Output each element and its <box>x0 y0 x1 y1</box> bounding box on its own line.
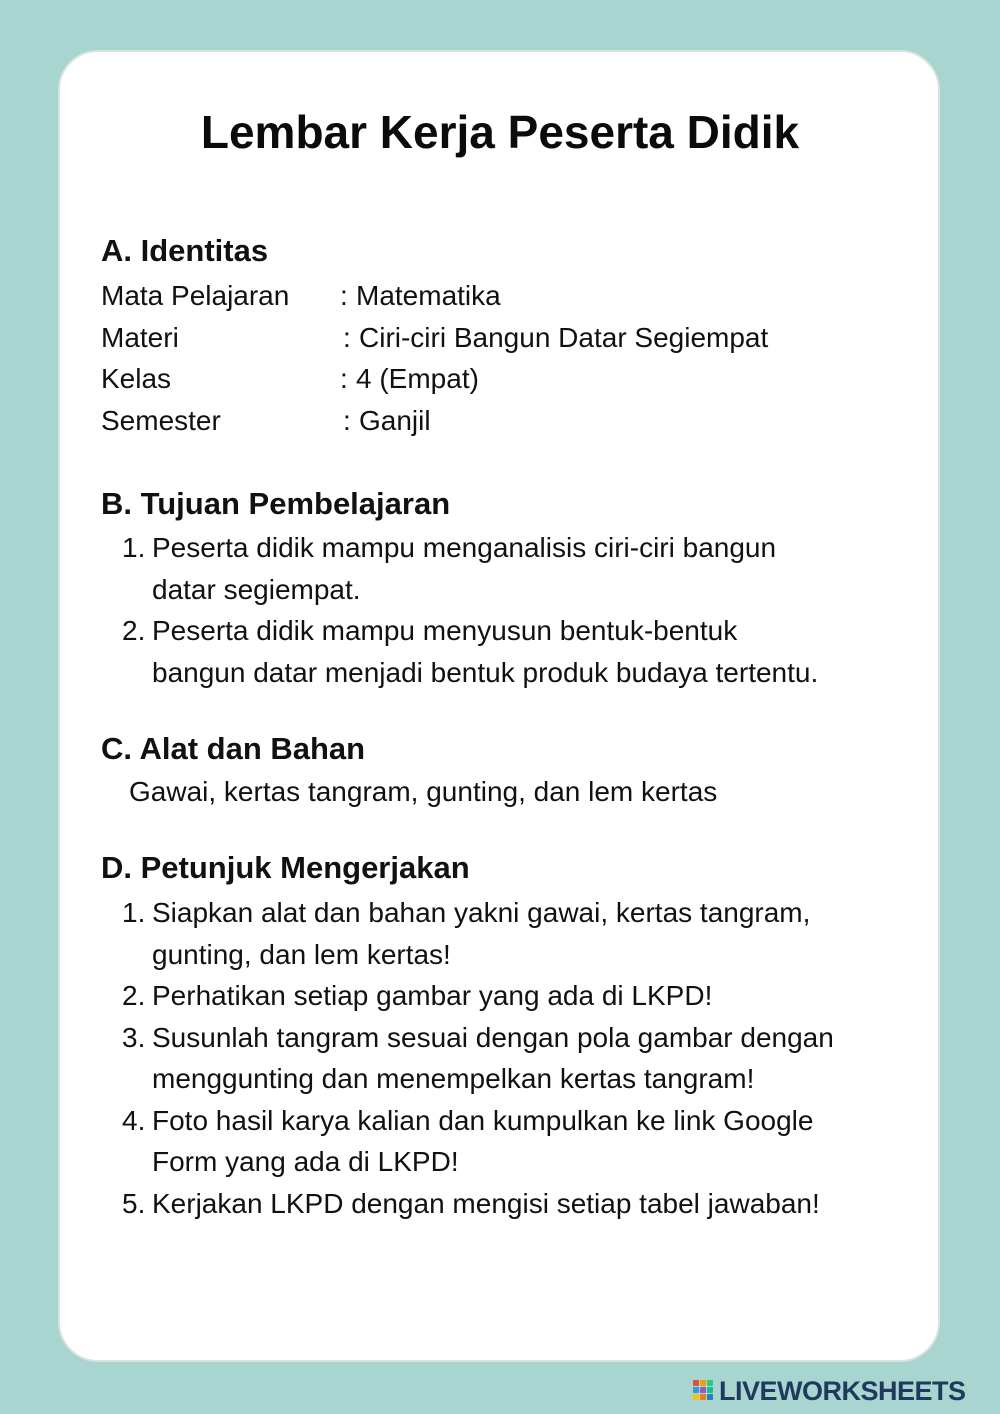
list-line: Form yang ada di LKPD! <box>152 1146 459 1177</box>
list-line: datar segiempat. <box>152 573 361 605</box>
logo-cell <box>700 1380 706 1386</box>
list-number: 1. <box>122 897 146 928</box>
list-item <box>101 527 961 610</box>
list-item <box>101 1100 961 1183</box>
list-line: gunting, dan lem kertas! <box>152 938 451 970</box>
page-title: Lembar Kerja Peserta Didik <box>200 106 800 158</box>
logo-cell <box>693 1380 699 1386</box>
logo-cell <box>707 1380 713 1386</box>
list-item <box>101 975 961 1017</box>
identity-label: Materi <box>101 321 179 353</box>
list-item <box>101 1017 961 1100</box>
identity-label: Mata Pelajaran <box>101 280 290 311</box>
identity-row-mata-pelajaran <box>101 275 881 317</box>
list-number: 1. <box>122 532 146 563</box>
list-item <box>101 1183 961 1225</box>
identity-label: Kelas <box>101 363 172 394</box>
logo-cell <box>700 1394 706 1400</box>
list-number: 5. <box>122 1187 146 1219</box>
list-line: Peserta didik mampu menganalisis ciri-ciri bangun <box>152 532 777 563</box>
list-line: menggunting dan menempelkan kertas tangram! <box>152 1063 755 1094</box>
liveworksheets-brand[interactable] <box>693 1375 966 1407</box>
list-line: Foto hasil karya kalian dan kumpulkan ke link Google <box>152 1104 814 1136</box>
identity-table <box>101 275 881 441</box>
logo-cell <box>693 1394 699 1400</box>
list-number: 4. <box>122 1104 146 1136</box>
petunjuk-list <box>101 892 961 1224</box>
section-heading-identitas: A. Identitas <box>101 233 269 268</box>
list-number: 2. <box>122 615 146 646</box>
list-line: Perhatikan setiap gambar yang ada di LKPD! <box>152 980 713 1011</box>
brand-name: LIVEWORKSHEETS <box>719 1375 966 1406</box>
list-line: Kerjakan LKPD dengan mengisi setiap tabel jawaban! <box>152 1187 820 1219</box>
identity-label: Semester <box>101 404 221 436</box>
list-number: 3. <box>122 1021 146 1053</box>
list-item <box>101 892 961 975</box>
section-heading-petunjuk: D. Petunjuk Mengerjakan <box>101 850 470 885</box>
identity-value: Ganjil <box>359 404 431 436</box>
liveworksheets-logo-icon <box>693 1380 715 1402</box>
list-item <box>101 610 961 693</box>
identity-colon: : <box>343 321 351 353</box>
identity-row-kelas <box>101 358 881 400</box>
section-heading-tujuan: B. Tujuan Pembelajaran <box>101 486 451 521</box>
identity-colon: : <box>343 404 351 436</box>
identity-value: Matematika <box>356 280 501 311</box>
identity-colon: : <box>340 280 348 311</box>
identity-row-materi <box>101 317 881 359</box>
identity-value: 4 (Empat) <box>356 363 479 394</box>
section-heading-alat: C. Alat dan Bahan <box>101 731 366 766</box>
identity-row-semester <box>101 400 881 442</box>
logo-cell <box>693 1387 699 1393</box>
identity-colon: : <box>340 363 348 394</box>
alat-text: Gawai, kertas tangram, gunting, dan lem kertas <box>129 776 718 807</box>
logo-cell <box>707 1394 713 1400</box>
list-line: Siapkan alat dan bahan yakni gawai, kertas tangram, <box>152 897 811 928</box>
logo-cell <box>700 1387 706 1393</box>
tujuan-list <box>101 527 961 693</box>
list-line: Peserta didik mampu menyusun bentuk-bentuk <box>152 615 738 646</box>
identity-value: Ciri-ciri Bangun Datar Segiempat <box>359 321 769 353</box>
logo-cell <box>707 1387 713 1393</box>
list-line: Susunlah tangram sesuai dengan pola gambar dengan <box>152 1021 834 1053</box>
list-number: 2. <box>122 980 146 1011</box>
list-line: bangun datar menjadi bentuk produk budaya tertentu. <box>152 656 819 688</box>
